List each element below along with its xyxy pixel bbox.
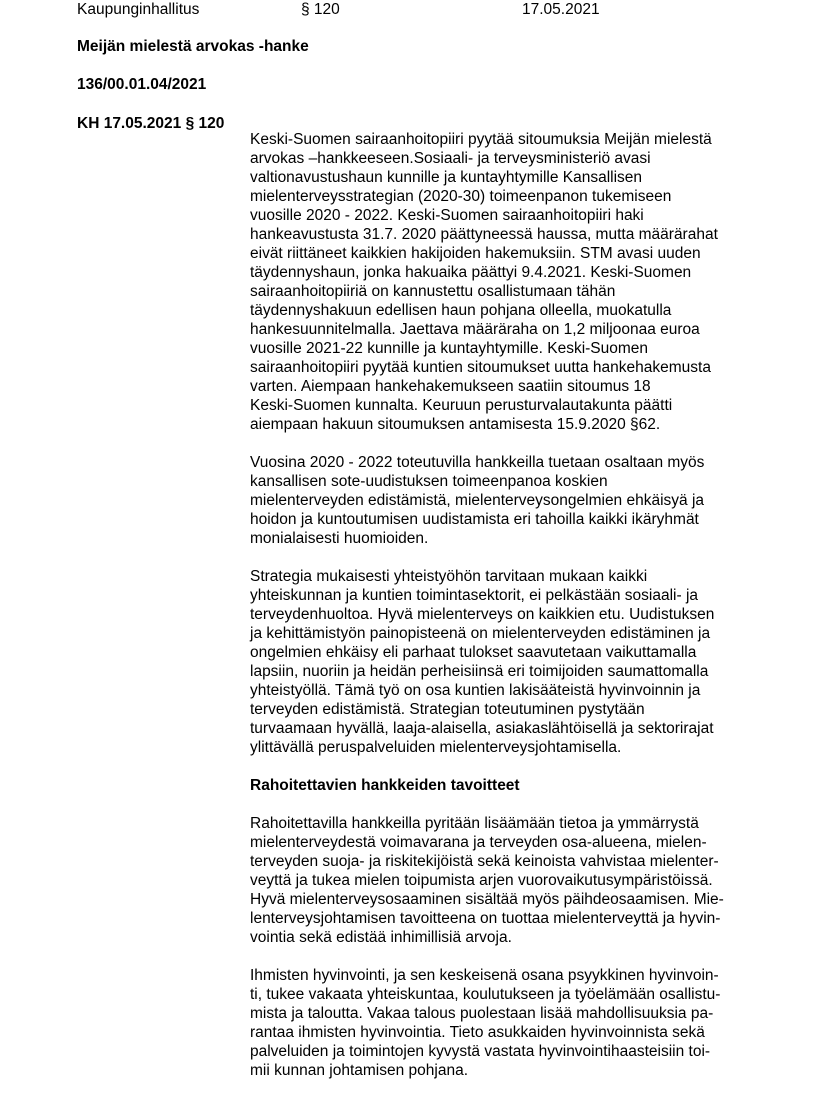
text-line: palveluiden ja toimintojen kyvystä vastata hyvinvointihaasteisiin toi-	[250, 1043, 711, 1060]
document-body	[250, 130, 750, 1099]
text-line: Ihmisten hyvinvointi, ja sen keskeisenä osana psyykkinen hyvinvoin-	[250, 967, 719, 984]
paragraph-3	[250, 567, 750, 757]
text-line: ti, tukee vakaata yhteiskuntaa, koulutukseen ja työelämään osallistu-	[250, 986, 721, 1003]
text-line: terveydenhuoltoa. Hyvä mielenterveys on kaikkien etu. Uudistuksen	[250, 606, 715, 623]
text-line: lapsiin, nuoriin ja heidän perheisiinsä eri toimijoiden saumattomalla	[250, 663, 709, 680]
paragraph-5	[250, 966, 750, 1080]
text-line: mista ja taloutta. Vakaa talous puolestaan lisää mahdollisuuksia pa-	[250, 1005, 714, 1022]
text-line: turvaamaan hyvällä, laaja-alaisella, asiakaslähtöisellä ja sektorirajat	[250, 720, 714, 737]
text-line: valtionavustushaun kunnille ja kuntayhtymille Kansallisen	[250, 169, 643, 186]
text-line: rantaa ihmisten hyvinvointia. Tieto asukkaiden hyvinvoinnista sekä	[250, 1024, 705, 1041]
document-header	[77, 0, 777, 22]
text-line: eivät riittäneet kaikkien hakijoiden hakemuksiin. STM avasi uuden	[250, 245, 701, 262]
section-subheading: Rahoitettavien hankkeiden tavoitteet	[250, 777, 520, 794]
text-line: kansallisen sote-uudistuksen toimeenpanoa koskien	[250, 473, 608, 490]
text-line: Keski-Suomen kunnalta. Keuruun perusturvalautakunta päätti	[250, 397, 673, 414]
text-line: sairaanhoitopiiriä on kannustettu osallistumaan tähän	[250, 283, 616, 300]
text-line: vuosille 2020 - 2022. Keski-Suomen sairaanhoitopiiri haki	[250, 207, 644, 224]
text-line: aiempaan hakuun sitoumuksen antamisesta 15.9.2020 §62.	[250, 416, 661, 433]
text-line: hankesuunnitelmalla. Jaettava määräraha on 1,2 miljoonaa euroa	[250, 321, 700, 338]
text-line: lenterveysjohtamisen tavoitteena on tuottaa mielenterveyttä ja hyvin-	[250, 910, 721, 927]
document-title: Meijän mielestä arvokas -hanke	[77, 38, 309, 55]
session-reference: KH 17.05.2021 § 120	[77, 115, 225, 132]
text-line: ongelmien ehkäisy eli parhaat tulokset saavutetaan vaikuttamalla	[250, 644, 697, 661]
text-line: ja kehittämistyön painopisteenä on mielenterveyden edistäminen ja	[250, 625, 711, 642]
text-line: yhteiskunnan ja kuntien toimintasektorit, ei pelkästään sosiaali- ja	[250, 587, 699, 604]
text-line: vointia sekä edistää inhimillisiä arvoja.	[250, 929, 512, 946]
text-line: varten. Aiempaan hankehakemukseen saatiin sitoumus 18	[250, 378, 651, 395]
text-line: sairaanhoitopiiri pyytää kuntien sitoumukset uutta hankehakemusta	[250, 359, 711, 376]
text-line: monialaisesti huomioiden.	[250, 530, 429, 547]
text-line: mii kunnan johtamisen pohjana.	[250, 1062, 468, 1079]
text-line: hankeavustusta 31.7. 2020 päättyneessä haussa, mutta määrärahat	[250, 226, 718, 243]
text-line: mielenterveyden edistämistä, mielenterveysongelmien ehkäisyä ja	[250, 492, 705, 509]
text-line: mielenterveydestä voimavarana ja terveyden osa-alueena, mielen-	[250, 834, 707, 851]
text-line: terveyden edistämistä. Strategian toteutuminen pystytään	[250, 701, 645, 718]
text-line: mielenterveysstrategian (2020-30) toimeenpanon tukemiseen	[250, 188, 672, 205]
text-line: Vuosina 2020 - 2022 toteutuvilla hankkeilla tuetaan osaltaan myös	[250, 454, 705, 471]
text-line: terveyden suoja- ja riskitekijöistä sekä keinoista vahvistaa mielenter-	[250, 853, 719, 870]
paragraph-2	[250, 453, 750, 548]
text-line: yhteistyöllä. Tämä työ on osa kuntien lakisääteistä hyvinvoinnin ja	[250, 682, 701, 699]
text-line: Keski-Suomen sairaanhoitopiiri pyytää sitoumuksia Meijän mielestä	[250, 131, 712, 148]
text-line: Hyvä mielenterveysosaaminen sisältää myös päihdeosaamisen. Mie-	[250, 891, 724, 908]
text-line: Rahoitettavilla hankkeilla pyritään lisäämään tietoa ja ymmärrystä	[250, 815, 699, 832]
text-line: vuosille 2021-22 kunnille ja kuntayhtymille. Keski-Suomen	[250, 340, 649, 357]
organ-name: Kaupunginhallitus	[77, 1, 200, 18]
paragraph-1	[250, 130, 750, 434]
text-line: arvokas –hankkeeseen.Sosiaali- ja terveysministeriö avasi	[250, 150, 651, 167]
section-number: § 120	[301, 1, 340, 18]
text-line: täydennyshaun, jonka hakuaika päättyi 9.4.2021. Keski-Suomen	[250, 264, 692, 281]
text-line: ylittävällä peruspalveluiden mielenterveysjohtamisella.	[250, 739, 622, 756]
text-line: täydennyshakuun edellisen haun pohjana olleella, muokatulla	[250, 302, 672, 319]
paragraph-4	[250, 814, 750, 947]
text-line: Strategia mukaisesti yhteistyöhön tarvitaan mukaan kaikki	[250, 568, 648, 585]
meeting-date: 17.05.2021	[522, 1, 600, 18]
record-number: 136/00.01.04/2021	[77, 76, 207, 93]
text-line: hoidon ja kuntoutumisen uudistamista eri tahoilla kaikki ikäryhmät	[250, 511, 699, 528]
text-line: veyttä ja tukea mielen toipumista arjen vuorovaikutusympäristöissä.	[250, 872, 713, 889]
